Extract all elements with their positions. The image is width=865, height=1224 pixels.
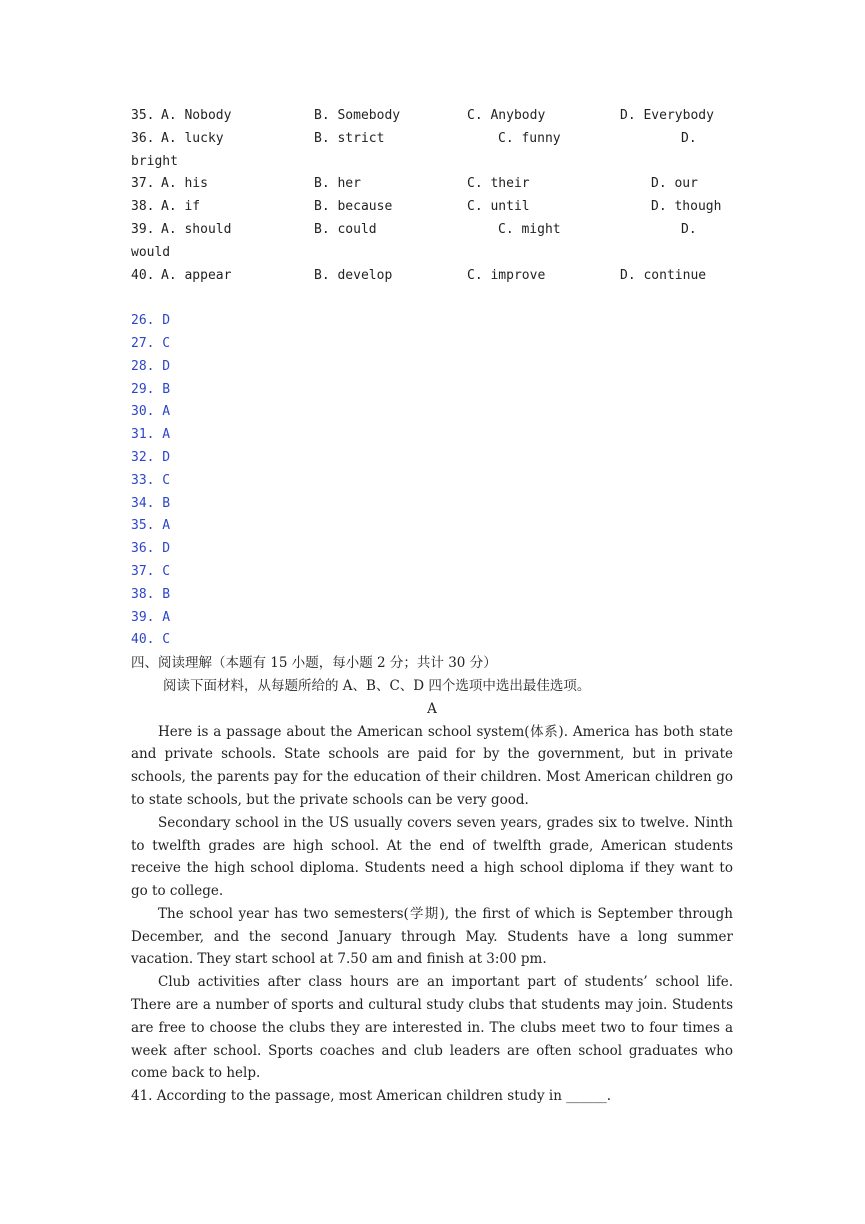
question-number: 40. bbox=[131, 267, 155, 283]
option-b: B. strict bbox=[314, 130, 385, 146]
answer-item: 26. D bbox=[131, 313, 171, 329]
question-number: 36. bbox=[131, 130, 155, 146]
question-39 bbox=[131, 219, 733, 242]
passage-paragraph-4: Club activities after class hours are an important part of students’ school life. There are a number of sports and cultural study clubs that students may join. Students are free to choose the clubs they are interested in. The clubs meet two to four times a week after school. Sports coaches and club leaders are often school graduates who come back to help. bbox=[131, 974, 733, 1082]
question-38 bbox=[131, 196, 733, 219]
option-b: B. her bbox=[314, 176, 361, 192]
question-number: 38. bbox=[131, 199, 155, 215]
answer-item: 27. C bbox=[131, 335, 171, 351]
question-36 bbox=[131, 128, 733, 151]
answer-item: 37. C bbox=[131, 563, 171, 579]
option-c: C. their bbox=[467, 176, 530, 192]
answer-item: 30. A bbox=[131, 404, 171, 420]
section-instruction: 阅读下面材料，从每题所给的 A、B、C、D 四个选项中选出最佳选项。 bbox=[163, 677, 591, 694]
question-35 bbox=[131, 105, 733, 128]
option-a: A. if bbox=[161, 199, 201, 215]
passage-paragraph-2: Secondary school in the US usually covers seven years, grades six to twelve. Ninth to twelfth grades are high school. At the end of twelfth grade, American students receive the high school diploma. Students need a high school diploma if they want to go to college. bbox=[131, 814, 733, 900]
answer-item: 29. B bbox=[131, 381, 171, 397]
answer-item: 33. C bbox=[131, 472, 171, 488]
answer-item: 34. B bbox=[131, 495, 171, 511]
question-37 bbox=[131, 173, 733, 196]
option-a: A. should bbox=[161, 221, 232, 237]
option-d: D. though bbox=[651, 199, 722, 215]
option-d-text: bright bbox=[131, 153, 178, 169]
passage-paragraph-3: The school year has two semesters(学期), the first of which is September through December, and the second January through May. Students have a long summer vacation. They start school at 7.50 am and finish at 3:00 pm. bbox=[131, 905, 733, 968]
option-b: B. because bbox=[314, 199, 393, 215]
document-page bbox=[131, 105, 733, 1108]
option-d: D. Everybody bbox=[620, 108, 714, 123]
option-d: D. bbox=[681, 221, 697, 237]
answer-item: 28. D bbox=[131, 358, 171, 374]
option-b: B. develop bbox=[314, 267, 393, 283]
answer-item: 38. B bbox=[131, 586, 171, 602]
option-c: C. might bbox=[498, 221, 561, 237]
question-number: 37. bbox=[131, 176, 155, 192]
answer-item: 31. A bbox=[131, 427, 171, 443]
answer-key bbox=[131, 310, 733, 652]
question-39-wrap bbox=[131, 242, 733, 265]
option-c: C. funny bbox=[498, 130, 561, 146]
option-b: B. Somebody bbox=[314, 108, 401, 123]
option-d: D. our bbox=[651, 176, 698, 192]
option-a: A. appear bbox=[161, 267, 232, 283]
option-c: C. improve bbox=[467, 267, 546, 283]
option-c: C. Anybody bbox=[467, 108, 546, 123]
passage-paragraph-1: Here is a passage about the American school system(体系). America has both state and private schools. State schools are paid for by the government, but in private schools, the parents pay for the education of their children. Most American children go to state schools, but the private schools can be very good. bbox=[131, 723, 733, 808]
spacer bbox=[131, 287, 733, 310]
answer-item: 32. D bbox=[131, 449, 171, 465]
answer-item: 39. A bbox=[131, 609, 171, 625]
option-a: A. lucky bbox=[161, 130, 224, 146]
option-c: C. until bbox=[467, 199, 530, 215]
option-d: D. bbox=[681, 130, 697, 146]
answer-item: 35. A bbox=[131, 518, 171, 534]
option-b: B. could bbox=[314, 221, 377, 237]
question-number: 39. bbox=[131, 221, 155, 237]
question-36-wrap bbox=[131, 151, 733, 174]
option-a: A. his bbox=[161, 176, 208, 192]
option-a: A. Nobody bbox=[161, 108, 232, 123]
question-number: 35. bbox=[131, 108, 155, 123]
answer-item: 36. D bbox=[131, 541, 171, 557]
answer-item: 40. C bbox=[131, 632, 171, 648]
question-40 bbox=[131, 265, 733, 288]
option-d: D. continue bbox=[620, 267, 707, 283]
question-options-block bbox=[131, 105, 733, 287]
option-d-text: would bbox=[131, 244, 171, 260]
question-41: 41. According to the passage, most American children study in ______. bbox=[131, 1088, 611, 1105]
section-heading: 四、阅读理解（本题有 15 小题，每小题 2 分；共计 30 分） bbox=[131, 655, 497, 672]
passage-label: A bbox=[427, 700, 437, 717]
